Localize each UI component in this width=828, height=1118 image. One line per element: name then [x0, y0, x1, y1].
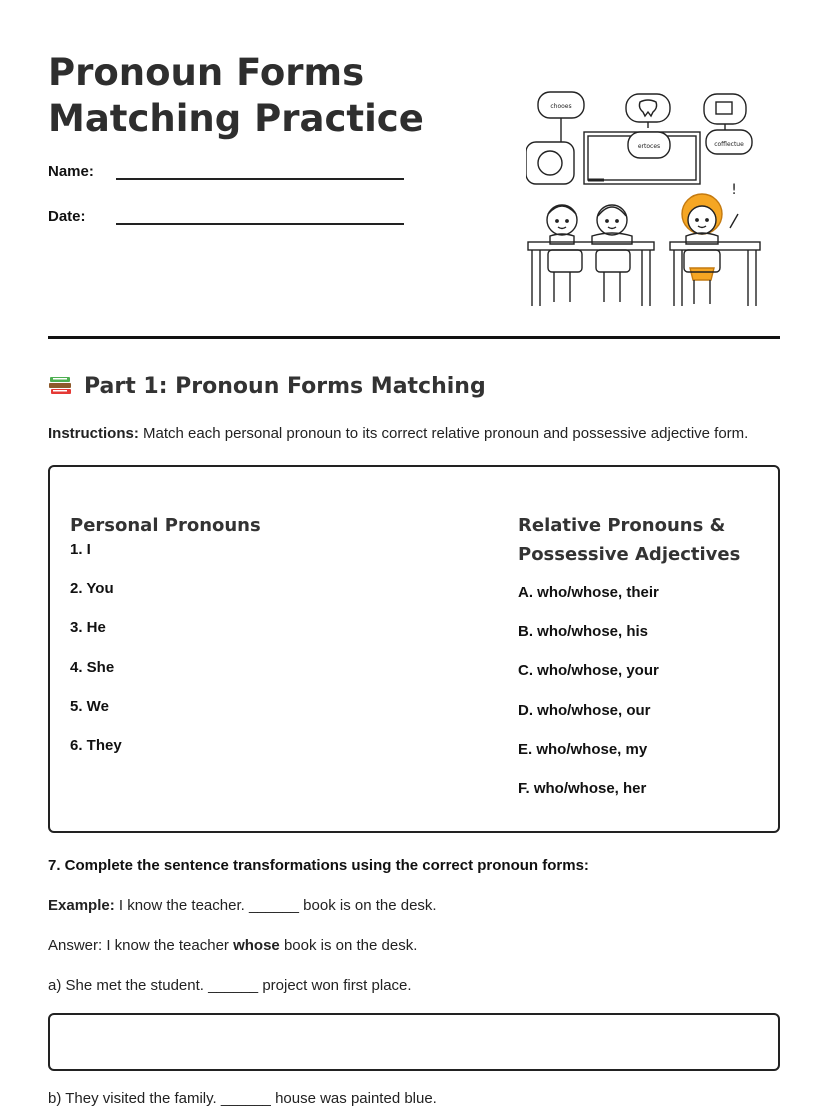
relative-heading-line-2: Possessive Adjectives: [518, 544, 741, 565]
student-1: [547, 205, 577, 244]
example-line: [48, 897, 437, 914]
student-3: [682, 194, 738, 280]
speech-bubble-top-right: [704, 94, 746, 124]
right-item: D. who/whose, our: [518, 701, 651, 719]
books-icon: [48, 375, 74, 399]
classroom-illustration: [526, 90, 764, 312]
section-divider: [48, 336, 780, 339]
speech-bubble-top-middle: [626, 94, 670, 122]
answer-suffix: book is on the desk.: [279, 937, 418, 954]
part-1-heading: [48, 374, 486, 399]
page-title: [48, 50, 488, 142]
left-item: 3. He: [70, 619, 106, 637]
matching-box: [48, 465, 780, 833]
answer-bold: whose: [233, 937, 280, 954]
answer-prefix: Answer: I know the teacher: [48, 937, 234, 954]
left-item: 5. We: [70, 697, 109, 715]
instructions-text: Match each personal pronoun to its correct relative pronoun and possessive adjective form.: [138, 425, 749, 442]
instructions: [48, 425, 748, 442]
right-item: F. who/whose, her: [518, 779, 647, 797]
bubble-left-text: chooes: [550, 103, 572, 110]
name-line[interactable]: [116, 160, 404, 180]
answer-line: [48, 937, 417, 954]
desks: [528, 242, 760, 306]
instructions-label: Instructions:: [48, 425, 139, 442]
personal-pronouns-column: [70, 511, 370, 775]
right-item: E. who/whose, my: [518, 740, 648, 758]
date-line[interactable]: [116, 205, 404, 225]
right-item: B. who/whose, his: [518, 623, 649, 641]
answer-box-a[interactable]: [48, 1013, 780, 1071]
date-field: [48, 205, 404, 225]
round-sign: [526, 142, 574, 184]
name-field: [48, 160, 404, 180]
relative-possessive-column: [518, 511, 758, 818]
example-text: I know the teacher. ______ book is on the desk.: [114, 897, 437, 914]
right-item: C. who/whose, your: [518, 662, 659, 680]
question-b: b) They visited the family. ______ house was painted blue.: [48, 1090, 437, 1107]
question-a: a) She met the student. ______ project won first place.: [48, 977, 412, 994]
bubble-middle-text: ertoces: [637, 143, 661, 150]
name-label: Name:: [48, 163, 94, 180]
exclaim-mark: !: [731, 182, 737, 198]
left-item: 1. I: [70, 541, 91, 558]
right-item: A. who/whose, their: [518, 584, 659, 601]
title-line-2: Matching Practice: [48, 97, 424, 140]
example-label: Example:: [48, 897, 115, 914]
part-1-title: Part 1: Pronoun Forms Matching: [84, 374, 486, 399]
left-item: 4. She: [70, 658, 115, 676]
relative-heading-line-1: Relative Pronouns &: [518, 515, 726, 536]
bubble-right-text: cofflectue: [714, 141, 744, 148]
personal-pronouns-heading: Personal Pronouns: [70, 515, 261, 536]
question-7-prompt: 7. Complete the sentence transformations using the correct pronoun forms:: [48, 857, 589, 874]
left-item: 2. You: [70, 580, 114, 598]
date-label: Date:: [48, 208, 86, 225]
left-item: 6. They: [70, 736, 122, 754]
title-line-1: Pronoun Forms: [48, 51, 365, 94]
student-2: [592, 205, 632, 244]
